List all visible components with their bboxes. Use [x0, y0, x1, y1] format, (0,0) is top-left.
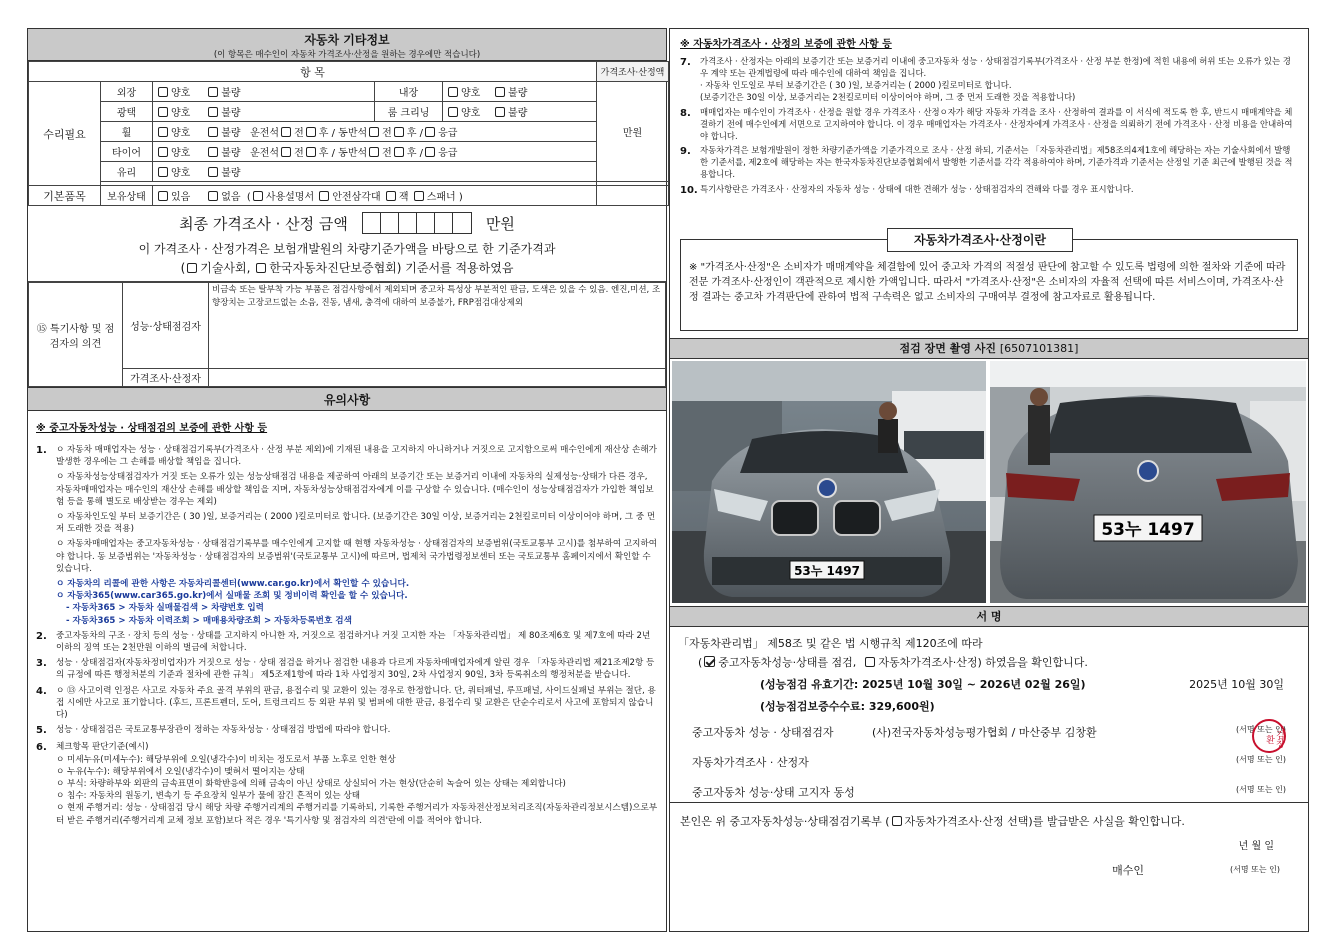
row-tire: 타이어 — [101, 142, 153, 162]
note-10: 특기사항란은 가격조사 · 산정자의 자동차 성능 · 상태에 대한 견해가 성능 · 상태점검자의 견해와 다를 경우 표시합니다. — [700, 184, 1134, 195]
note-car365-path2: - 자동차365 > 자동차 이력조회 > 매매용차량조회 > 자동차등록번호 검색 — [66, 615, 352, 626]
role-price: 자동차가격조사 · 산정자 — [692, 756, 809, 769]
checkbox[interactable] — [386, 191, 396, 201]
price-label: 가격조사·산정자 — [123, 369, 209, 387]
note-4: ⑬ 사고이력 인정은 사고로 자동차 주요 골격 부위의 판금, 용접수리 및 교환이 있는 경우로 한정합니다. 단, 쿼터패널, 루프패널, 사이드실패널 부위는 절단, 용접 시에만 사고로 표기합니다. (후드, 프론트펜더, 도어, 트렁크리드 등 외판 부위 및 범퍼에 대한 판금, 용접수리 및 교환은 단순수리로서 사고에 포함되지 않습니다) — [56, 685, 656, 721]
special-label: ⑮ 특기사항 및 점검자의 의견 — [29, 283, 123, 387]
note-8: 매매업자는 매수인이 가격조사 · 산정을 원할 경우 가격조사 · 산정ㅇ자가 해당 자동차 가격을 조사 · 산정하여 결과를 이 서식에 적도록 한 후, 반드시 매매계약을 체결하기 전에 매수인에게 서면으로 고지하여야 합니다. 이 경우 매매업자는 가격조사 · 산정자에게 가격조사 · 산정을 의뢰하기 전에 가격조사 · 산정 비용을 안내하여야 합니다. — [700, 106, 1293, 141]
row-glass: 유리 — [101, 162, 153, 182]
note-7: 가격조사 · 산정자는 아래의 보증기간 또는 보증거리 이내에 중고자동차 성능 · 상태점검기록부(가격조사 · 산정 부분 한정)에 적힌 내용에 허위 또는 오류가 있는 경우 계약 또는 관계법령에 따라 매수인에 대하여 책임을 집니다. — [700, 56, 1291, 78]
note-2: 중고자동차의 구조 · 장치 등의 성능 · 상태를 고지하지 아니한 자, 거짓으로 점검하거나 거짓 고지한 자는 「자동차관리법」 제 80조제6호 및 제7호에 따라 2년 이하의 징역 또는 2천만원 이하의 벌금에 처합니다. — [56, 630, 651, 654]
warranty-fee: (성능점검보증수수료: 329,600원) — [760, 700, 935, 713]
checkbox[interactable] — [306, 147, 316, 157]
checkbox[interactable] — [281, 127, 291, 137]
role-notifier: 중고자동차 성능·상태 고지자 동성 — [692, 786, 855, 799]
buyer-label: 매수인 — [1112, 864, 1145, 877]
note-9: 자동차가격은 보험개발원이 정한 차량기준가액을 기준가격으로 조사 · 산정 하되, 기준서는 「자동차관리법」제58조의4제1호에 해당하는 자는 기술사회에서 발행한 기준서를, 제2호에 해당하는 자는 한국자동차진단보증협회에서 발행한 기준서를 각각 적용하여야 하며, 기준가격과 기준서는 산정일 기준 최근에 발행된 것을 적용합니다. — [700, 145, 1293, 180]
photo-header — [670, 339, 1308, 359]
note-1a: 자동차 매매업자는 성능 · 상태점검기록부(가격조사 · 산정 부분 제외)에 기재된 내용을 고지하지 아니하거나 거짓으로 고지함으로써 매수인에게 재산상 손해가 발생한 경우에는 그 손해를 배상할 책임을 집니다. — [56, 445, 657, 468]
note-1b: 자동차성능상태점검자가 거짓 또는 오류가 있는 성능상태점검 내용을 제공하여 아래의 보증기간 또는 보증거리 이내에 자동차의 실제성능·상태가 다른 경우, 자동차매매업자는 매수인의 재산상 손해를 배상할 책임을 지며, 자동차성능상태점검자에게 이를 구상할 수 있습니다. (매수인이 성능상태점검자가 가입한 책임보험 등을 통해 별도로 배상받는 경우는 제외) — [56, 472, 654, 507]
checkbox-checked[interactable] — [704, 656, 715, 667]
checkbox[interactable] — [208, 127, 218, 137]
checkbox[interactable] — [158, 147, 168, 157]
checkbox[interactable] — [369, 127, 379, 137]
row-exterior: 외장 — [101, 82, 153, 102]
sign-section — [670, 627, 1308, 803]
checkbox[interactable] — [369, 147, 379, 157]
front-photo — [672, 361, 986, 603]
note-3: 성능 · 상태점검자(자동차정비업자)가 거짓으로 성능 · 상태 점검을 하거나 점검한 내용과 다르게 자동차매매업자에게 알린 경우 「자동차관리법 제21조제2항 등의 규정에 따른 행정처분의 기준과 절차에 관한 규칙」 제5조제1항에 따라 1차 사업정지 30일, 2차 사업정지 90일, 3차 등록취소의 행정처분을 받습니다. — [56, 658, 655, 681]
checkbox[interactable] — [495, 107, 505, 117]
sign-date: 2025년 10월 30일 — [1189, 678, 1284, 691]
col-item: 항 목 — [29, 62, 597, 82]
row-wheel: 휠 — [101, 122, 153, 142]
note-6d: 침수: 자동차의 원동기, 변속기 등 주요장치 일부가 물에 잠긴 흔적이 있는 상태 — [67, 791, 361, 802]
checkbox[interactable] — [865, 657, 875, 667]
definition-box — [680, 233, 1298, 331]
final-price-label: 최종 가격조사 · 산정 금액 — [179, 214, 348, 233]
note-6a: 미세누유(미세누수): 해당부위에 오일(냉각수)이 비치는 정도로서 부품 노후로 인한 현상 — [67, 754, 396, 765]
checkbox[interactable] — [425, 127, 435, 137]
definition-title: 자동차가격조사·산정이란 — [887, 228, 1073, 252]
final-price-unit: 만원 — [485, 214, 515, 233]
checkbox[interactable] — [256, 263, 266, 273]
checkbox[interactable] — [394, 127, 404, 137]
checkbox[interactable] — [394, 147, 404, 157]
checkbox[interactable] — [158, 107, 168, 117]
red-seal-stamp: 김창환 — [1252, 719, 1286, 753]
definition-text: ※ "가격조사·산정"은 소비자가 매매계약을 체결함에 있어 중고차 가격의 적절성 판단에 참고할 수 있도록 법령에 의한 절차와 기준에 따라 전문 가격조사·산정인이 객관적으로 제시한 가액입니다. 따라서 "가격조사·산정"은 소비자의 자율적 선택에 따른 서비스이며, 가격조사·산정 결과는 중고차 가격판단에 관하여 법적 구속력은 없고 소비자의 구매여부 결정에 참고자료로 활용됩니다. — [689, 262, 1286, 303]
checkbox[interactable] — [306, 127, 316, 137]
inspector-name: (사)전국자동차성능평가협회 / 마산중부 김창환 — [872, 726, 1097, 739]
checkbox[interactable] — [281, 147, 291, 157]
checkbox[interactable] — [187, 263, 197, 273]
buyer-sign-mark: (서명 또는 인) — [1230, 865, 1280, 874]
sign-line-2: ( 중고자동차성능·상태를 점검, 자동차가격조사·산정) 하였음을 확인합니다. — [698, 656, 1088, 669]
right-column — [669, 28, 1309, 932]
final-price-box — [28, 206, 666, 282]
validity-period: (성능점검 유효기간: 2025년 10월 30일 ~ 2026년 02월 26일) — [760, 678, 1086, 691]
checkbox[interactable] — [425, 147, 435, 157]
confirm-section — [670, 803, 1308, 878]
sign-title: 서 명 — [670, 607, 1308, 627]
note-7c: (보증기간은 30일 이상, 보증거리는 2천킬로미터 이상이어야 하며, 그 중 먼저 도래한 것을 적용합니다) — [700, 91, 1076, 102]
checkbox[interactable] — [158, 127, 168, 137]
inspector-opinion: 비금속 또는 탈부착 가능 부품은 점검사항에서 제외되며 중고차 특성상 부분적인 판금, 도색은 있을 수 있음. 엔진,미션, 조향장치는 고장코드없는 소음, 진동, 냄새, 충격에 대하여 보증불가, FRP점검대상제외 — [209, 283, 666, 369]
row-gloss: 광택 — [101, 102, 153, 122]
photo-area — [670, 359, 1308, 607]
note-car365-path1: - 자동차365 > 자동차 실매물검색 > 차량번호 입력 — [66, 603, 264, 614]
checkbox[interactable] — [495, 87, 505, 97]
price-warranty-section: ※ 자동차가격조사 · 산정의 보증에 관한 사항 등 7. 가격조사 · 산정자는 아래의 보증기간 또는 보증거리 이내에 중고자동차 성능 · 상태점검기록부(가격조사 · 산정 부분 한정)에 적힌 내용에 허위 또는 오류가 있는 경우 계약 또는 관계법령에 따라 매수인에 대하여 책임을 집니다. · 자동차 인도일로 부터 보증기간은 ( 30 )일, 보증거리는 ( 2000 )킬로미터로 합니다. (보증기간은 30일 이상, 보증거리는 2천킬로미터 이상이어야 하며, 그 중 먼저 도래한 것을 적용합니다) 8. 매매업자는 매수인이 가격조사 · 산정을 원할 경우 가격조사 · 산정ㅇ자가 해당 자동차 가격을 조사 · 산정하여 결과를 이 서식에 적도록 한 후, 반드시 매매계약을 체결하기 전에 매수인에게 서면으로 고지하여야 합니다. 이 경우 매매업자는 가격조사 · 산정자에게 가격조사 · 산정을 의뢰하기 전에 가격조사 · 산정 비용을 안내하여야 합니다. 9. 자동차가격은 보험개발원이 정한 차량기준가액을 기준가격으로 조사 · 산정 하되, 기준서는 「자동차관리법」제58조의4제1호에 해당하는 자는 기술사회에서 발행한 기준서를, 제2호에 해당하는 자는 한국자동차진단보증협회에서 발행한 기준서를 각각 적용하여야 하며, 기준가격과 기준서는 산정일 기준 최근에 발행된 것을 적용합니다. 10. 특기사항란은 가격조사 · 산정자의 자동차 성능 · 상태에 대한 견해가 성능 · 상태점검자의 견해와 다를 경우 표시합니다. 자동차가격조사·산정이란 ※ "가격조사·산정"은 소비자가 매매계약을 체결함에 있어 중고차 가격의 적절성 판단에 참고할 수 있도록 법령에 의한 절차와 기준에 따라 전문 가격조사·산정인이 객관적으로 제시한 가액입니다. 따라서 "가격조사·산정"은 소비자의 자율적 선택에 따른 서비스이며, 가격조사·산정 결과는 중고차 가격판단에 관하여 법적 구속력은 없고 소비자의 구매여부 결정에 참고자료로 활용됩니다. — [670, 29, 1308, 339]
warranty-title: ※ 중고자동차성능 · 상태점검의 보증에 관한 사항 등 — [36, 423, 268, 434]
confirm-text: 본인은 위 중고자동차성능·상태점검기록부 ( 자동차가격조사·산정 선택)를 발급받은 사실을 확인합니다. — [680, 815, 1185, 828]
checkbox[interactable] — [414, 191, 424, 201]
checkbox[interactable] — [208, 191, 218, 201]
basic-label: 기본품목 — [29, 186, 101, 206]
plate-rear: 53누 1497 — [1101, 520, 1195, 540]
note-5: 성능 · 상태점검은 국토교통부장관이 정하는 자동차성능 · 상태점검 방법에 따라야 합니다. — [56, 725, 391, 736]
other-info-table: 항 목 가격조사·산정액 수리필요 외장 양호 불량 내장 양호 불량 만원 광택 양호 불량 룸 크리닝 양호 불량 휠 양호 불량 운전석 전 후 / 동반석 전 후 / 응급 타이어 양호 불량 운전석 전 후 / 동반석 전 후 / 응급 유리 양호 불량 기본품목 보유상태 있음 없음 ( 사용설명서 안전삼각대 잭 스패너 ) — [28, 61, 669, 206]
unit-won: 만원 — [597, 82, 669, 182]
sign-line-1: 「자동차관리법」 제58조 및 같은 법 시행규칙 제120조에 따라 — [678, 637, 983, 650]
checkbox[interactable] — [319, 191, 329, 201]
final-price-input[interactable] — [362, 212, 472, 234]
sign-mark-3: (서명 또는 인) — [1236, 785, 1286, 794]
note-car365: 자동차365(www.car365.go.kr)에서 실매물 조회 및 정비이력 확인을 할 수 있습니다. — [67, 591, 408, 602]
checkbox[interactable] — [448, 87, 458, 97]
rear-photo — [990, 361, 1306, 603]
note-6e: 현재 주행거리: 성능 · 상태점검 당시 해당 차량 주행거리계의 주행거리를 기록하되, 기록한 주행거리가 자동차전산정보처리조직(자동차관리정보시스템)으로부터 받은 주행거리(주행거리계 교체 정보 포함)보다 적은 경우 '특기사항 및 점검자의 의견'란에 이를 적어야 합니다. — [56, 803, 658, 826]
role-inspector: 중고자동차 성능 · 상태점검자 — [692, 726, 834, 739]
checkbox[interactable] — [892, 816, 902, 826]
checkbox[interactable] — [208, 107, 218, 117]
special-notes-table — [28, 282, 666, 387]
other-info-header — [28, 29, 666, 61]
note-1c: 자동차인도일 부터 보증기간은 ( 30 )일, 보증거리는 ( 2000 )킬로미터로 합니다. (보증기간은 30일 이상, 보증거리는 2천킬로미터 이상이어야 하며, 그 중 먼저 도래한 것을 적용) — [56, 512, 656, 535]
note-1d: 자동차매매업자는 중고자동차성능 · 상태점검기록부를 매수인에게 고지할 때 현행 자동차성능 · 상태점검자의 보증범위(국토교통부 고시)를 첨부하여 고지하여야 합니다. 동 보증범위는 '자동차성능 · 상태점검자의 보증범위'(국토교통부 고시)에 따르며, 법제처 국가법령정보센터 또는 국토교통부 홈페이지에서 확인할 수 있습니다. — [56, 539, 658, 574]
caution-body: ※ 중고자동차성능 · 상태점검의 보증에 관한 사항 등 1. ㅇ 자동차 매매업자는 성능 · 상태점검기록부(가격조사 · 산정 부분 제외)에 기재된 내용을 고지하지 아니하거나 거짓으로 고지함으로써 매수인에게 재산상 손해가 발생한 경우에는 그 손해를 배상할 책임을 집니다. ㅇ 자동차성능상태점검자가 거짓 또는 오류가 있는 성능상태점검 내용을 제공하여 아래의 보증기간 또는 보증거리 이내에 자동차의 실제성능·상태가 다른 경우, 자동차매매업자는 매수인의 재산상 손해를 배상할 책임을 지며, 자동차성능상태점검자에게 이를 구상할 수 있습니다. (매수인이 성능상태점검자가 가입한 책임보험 등을 통해 별도로 배상받는 경우는 제외) ㅇ 자동차인도일 부터 보증기간은 ( 30 )일, 보증거리는 ( 2000 )킬로미터로 합니다. (보증기간은 30일 이상, 보증거리는 2천킬로미터 이상이어야 하며, 그 중 먼저 도래한 것을 적용) ㅇ 자동차매매업자는 중고자동차성능 · 상태점검기록부를 매수인에게 고지할 때 현행 자동차성능 · 상태점검자의 보증범위(국토교통부 고시)를 첨부하여 고지하여야 합니다. 동 보증범위는 '자동차성능 · 상태점검자의 보증범위'(국토교통부 고시)에 따르며, 법제처 국가법령정보센터 또는 국토교통부 홈페이지에서 확인할 수 있습니다. ㅇ 자동차의 리콜에 관한 사항은 자동차리콜센터(www.car.go.kr)에서 확인할 수 있습니다. ㅇ 자동차365(www.car365.go.kr)에서 실매물 조회 및 정비이력 확인을 할 수 있습니다. - 자동차365 > 자동차 실매물검색 > 차량번호 입력 - 자동차365 > 자동차 이력조회 > 매매용차량조회 > 자동차등록번호 검색 2. 중고자동차의 구조 · 장치 등의 성능 · 상태를 고지하지 아니한 자, 거짓으로 점검하거나 거짓 고지한 자는 「자동차관리법」 제 80조제6호 및 제7호에 따라 2년 이하의 징역 또는 2천만원 이하의 벌금에 처합니다. 3. 성능 · 상태점검자(자동차정비업자)가 거짓으로 성능 · 상태 점검을 하거나 점검한 내용과 다르게 자동차매매업자에게 알린 경우 「자동차관리법 제21조제2항 등의 규정에 따른 행정처분의 기준과 절차에 관한 규칙」 제5조제1항에 따라 1차 사업정지 30일, 2차 사업정지 90일, 3차 등록취소의 행정처분을 받습니다. 4. ㅇ ⑬ 사고이력 인정은 사고로 자동차 주요 골격 부위의 판금, 용접수리 및 교환이 있는 경우로 한정합니다. 단, 쿼터패널, 루프패널, 사이드실패널 부위는 절단, 용접 시에만 사고로 표기합니다. (후드, 프론트펜더, 도어, 트렁크리드 등 외판 부위 및 범퍼에 대한 판금, 용접수리 및 교환은 단순수리로서 사고에 포함되지 않습니다) 5. 성능 · 상태점검은 국토교통부장관이 정하는 자동차성능 · 상태점검 방법에 따라야 합니다. 6. 체크항목 판단기준(예시) ㅇ 미세누유(미세누수): 해당부위에 오일(냉각수)이 비치는 정도로서 부품 노후로 인한 현상 ㅇ 누유(누수): 해당부위에서 오일(냉각수)이 맺혀서 떨어지는 상태 ㅇ 부식: 차량하부와 외판의 금속표면이 화학반응에 의해 금속이 아닌 상태로 상실되어 가는 현상(단순히 녹슬어 있는 상태는 제외합니다) ㅇ 침수: 자동차의 원동기, 변속기 등 주요장치 일부가 물에 잠긴 흔적이 있는 상태 ㅇ 현재 주행거리: 성능 · 상태점검 당시 해당 차량 주행거리계의 주행거리를 기록하되, 기록한 주행거리가 자동차전산정보처리조직(자동차관리정보시스템)으로부터 받은 주행거리(주행거리계 교체 정보 포함)보다 적은 경우 '특기사항 및 점검자의 의견'란에 이를 적어야 합니다. — [28, 411, 666, 827]
price-warranty-title: ※ 자동차가격조사 · 산정의 보증에 관한 사항 등 — [680, 39, 892, 50]
sign-mark-1: (서명 또는 인) — [1236, 725, 1286, 734]
checkbox[interactable] — [253, 191, 263, 201]
col-price: 가격조사·산정액 — [597, 62, 669, 82]
plate-front: 53누 1497 — [794, 564, 860, 578]
note-6: 체크항목 판단기준(예시) — [56, 742, 149, 753]
sign-mark-2: (서명 또는 인) — [1236, 755, 1286, 764]
own-status: 보유상태 — [101, 186, 153, 206]
note-6b: 누유(누수): 해당부위에서 오일(냉각수)이 맺혀서 떨어지는 상태 — [67, 766, 305, 777]
other-info-title: 자동차 기타정보 — [304, 33, 390, 47]
repair-label: 수리필요 — [29, 82, 101, 186]
row-room-cleaning: 룸 크리닝 — [375, 102, 443, 122]
checkbox[interactable] — [158, 167, 168, 177]
checkbox[interactable] — [158, 87, 168, 97]
inspector-label: 성능·상태점검자 — [123, 283, 209, 369]
checkbox[interactable] — [208, 167, 218, 177]
checkbox[interactable] — [448, 107, 458, 117]
note-6c: 부식: 차량하부와 외판의 금속표면이 화학반응에 의해 금속이 아닌 상태로 상실되어 가는 현상(단순히 녹슬어 있는 상태는 제외합니다) — [67, 779, 566, 790]
other-info-subtitle: (이 항목은 매수인이 자동차 가격조사·산정을 원하는 경우에만 적습니다) — [213, 50, 481, 60]
photo-title: 점검 장면 촬영 사진 — [899, 342, 997, 355]
checkbox[interactable] — [208, 147, 218, 157]
left-column — [27, 28, 667, 932]
final-desc-2: ( 기술사회, 한국자동차진단보증협회) 기준서를 적용하였음 — [180, 261, 514, 275]
checkbox[interactable] — [158, 191, 168, 201]
note-7b: · 자동차 인도일로 부터 보증기간은 ( 30 )일, 보증거리는 ( 2000 )킬로미터로 합니다. — [700, 79, 1012, 90]
confirm-date: 년 월 일 — [1238, 841, 1274, 852]
caution-title: 유의사항 — [28, 387, 666, 411]
checkbox[interactable] — [208, 87, 218, 97]
note-recall: 자동차의 리콜에 관한 사항은 자동차리콜센터(www.car.go.kr)에서 확인할 수 있습니다. — [67, 579, 410, 590]
final-desc-1: 이 가격조사 · 산정가격은 보험개발원의 차량기준가액을 바탕으로 한 기준가격과 — [138, 242, 556, 256]
row-interior: 내장 — [375, 82, 443, 102]
photo-id: [6507101381] — [999, 342, 1079, 355]
